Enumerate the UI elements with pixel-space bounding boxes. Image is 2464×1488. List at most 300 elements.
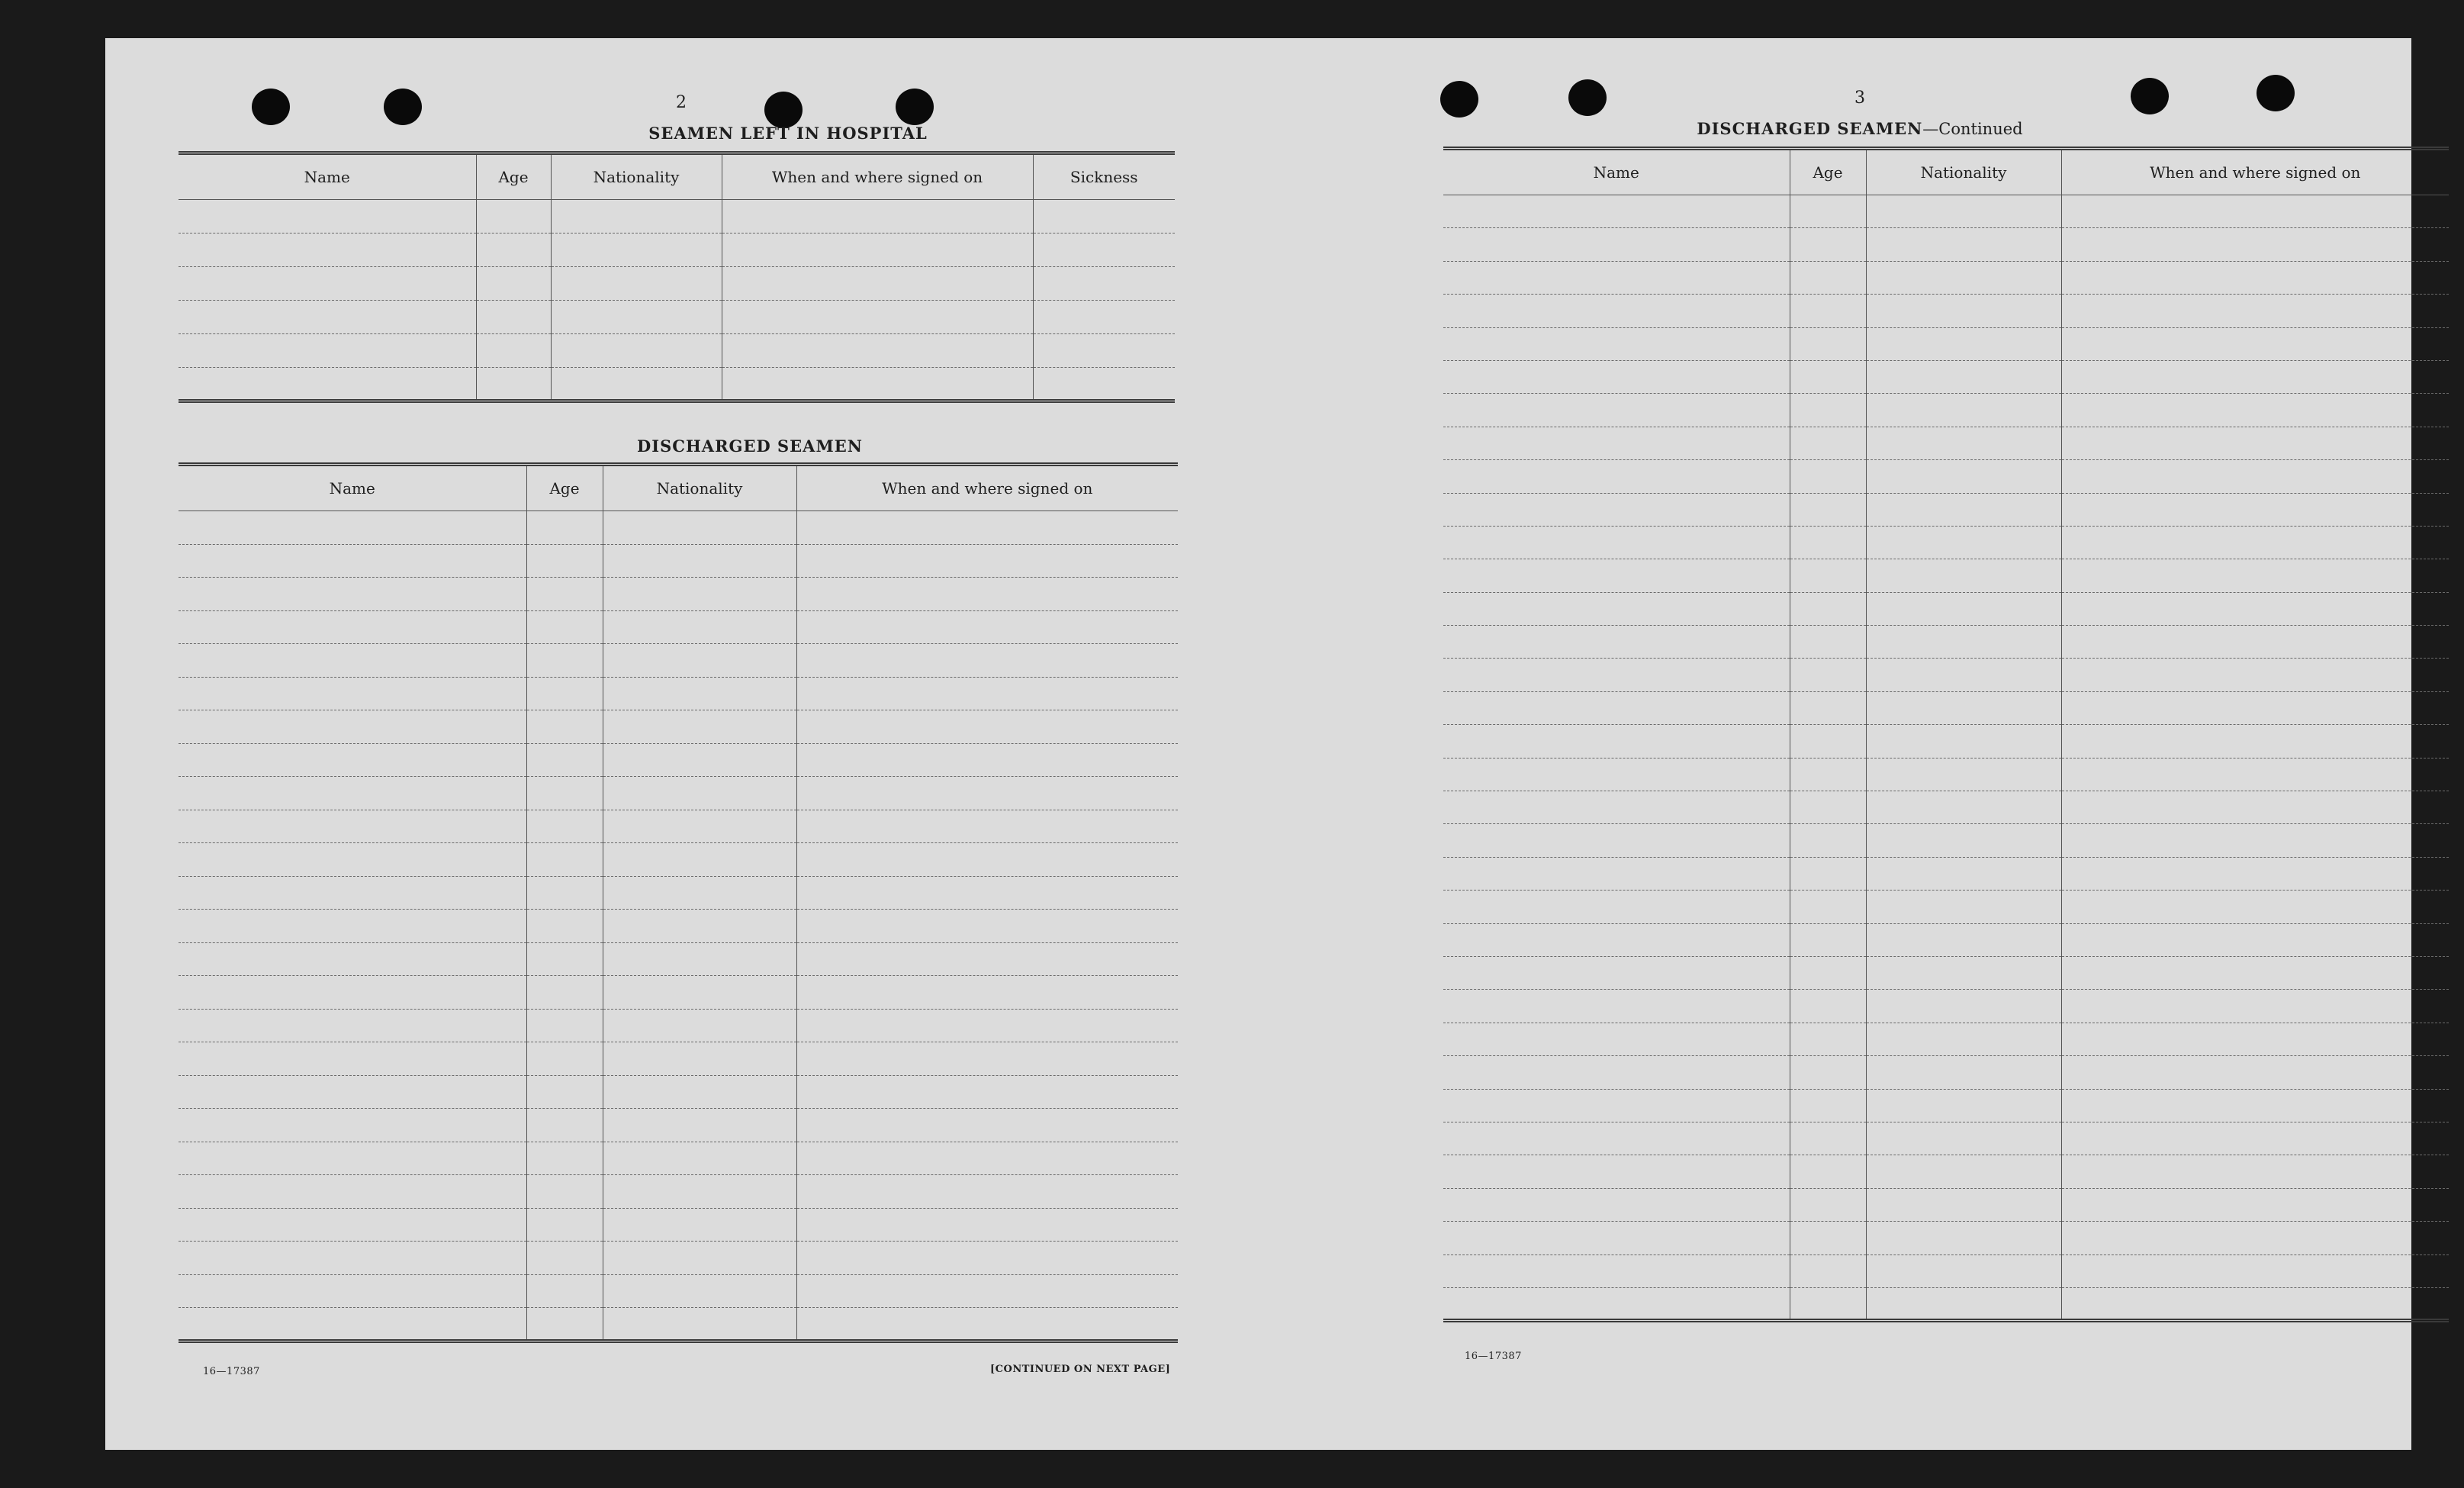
blank-cell [1866,1188,2061,1221]
table-row [179,910,1178,943]
blank-cell [179,1208,526,1242]
blank-cell [179,843,526,877]
blank-cell [1866,427,2061,459]
table-row [179,843,1178,877]
blank-cell [1790,791,1866,824]
table-row [179,777,1178,810]
punch-hole [896,89,934,125]
page-number: 3 [1854,89,1865,108]
blank-cell [1443,824,1790,857]
blank-cell [1443,460,1790,493]
blank-cell [179,1009,526,1042]
blank-cell [2061,956,2449,989]
blank-cell [1790,195,1866,228]
blank-cell [1790,1056,1866,1089]
blank-cell [796,644,1178,678]
blank-cell [2061,824,2449,857]
table-row [1443,691,2449,724]
blank-cell [1866,1222,2061,1254]
blank-cell [603,1109,796,1142]
blank-cell [603,1009,796,1042]
table-row [179,1009,1178,1042]
blank-cell [1866,1089,2061,1122]
blank-cell [1443,1254,1790,1287]
blank-cell [796,843,1178,877]
punch-hole [2131,78,2169,114]
blank-cell [1790,1122,1866,1155]
blank-cell [603,1042,796,1076]
blank-cell [179,234,476,267]
blank-cell [603,942,796,976]
blank-cell [1866,592,2061,625]
blank-cell [526,910,603,943]
blank-cell [526,1109,603,1142]
table-header-row [1443,149,2449,195]
blank-cell [1790,559,1866,592]
blank-cell [796,876,1178,910]
blank-cell [1443,691,1790,724]
punch-hole [384,89,422,125]
blank-cell [796,677,1178,710]
table-row [1443,758,2449,791]
blank-cell [1866,460,2061,493]
blank-cell [1790,460,1866,493]
table-row [1443,791,2449,824]
blank-cell [526,777,603,810]
blank-cell [2061,592,2449,625]
blank-cell [1790,592,1866,625]
table-row [1443,891,2449,923]
blank-cell [1866,1155,2061,1188]
table-row [179,743,1178,777]
blank-cell [796,578,1178,611]
blank-cell [1866,990,2061,1023]
blank-cell [2061,1188,2449,1221]
blank-cell [526,743,603,777]
blank-cell [1866,228,2061,261]
table-row [179,368,1175,401]
blank-cell [179,710,526,744]
blank-cell [1790,1287,1866,1320]
blank-cell [1866,195,2061,228]
blank-cell [179,544,526,578]
blank-cell [2061,327,2449,360]
blank-cell [603,610,796,644]
blank-cell [796,1009,1178,1042]
blank-cell [1443,427,1790,459]
blank-cell [526,1009,603,1042]
blank-cell [1790,923,1866,956]
blank-cell [1790,295,1866,327]
discharged-table [179,462,1178,1343]
blank-cell [1866,559,2061,592]
blank-cell [603,1242,796,1275]
column-header-name: Name [179,153,476,200]
blank-cell [1443,1287,1790,1320]
blank-cell [603,710,796,744]
blank-cell [603,644,796,678]
blank-cell [796,910,1178,943]
blank-cell [603,1142,796,1175]
blank-cell [526,810,603,843]
blank-cell [1866,526,2061,559]
blank-cell [603,777,796,810]
blank-cell [2061,758,2449,791]
blank-cell [1443,1056,1790,1089]
blank-cell [476,368,551,401]
table-row [1443,460,2449,493]
blank-cell [722,200,1033,234]
blank-cell [179,976,526,1010]
table-row [1443,295,2449,327]
blank-cell [1866,659,2061,691]
blank-cell [1866,360,2061,393]
blank-cell [1790,824,1866,857]
blank-cell [1866,394,2061,427]
blank-cell [796,1308,1178,1341]
blank-cell [2061,1089,2449,1122]
blank-cell [603,843,796,877]
table-row [179,200,1175,234]
blank-cell [179,910,526,943]
blank-cell [2061,261,2449,294]
discharged-continued-section-title [1669,119,2051,138]
table-row [1443,824,2449,857]
blank-cell [526,511,603,545]
blank-cell [2061,1222,2449,1254]
blank-cell [526,710,603,744]
blank-cell [551,301,722,334]
table-row [1443,1155,2449,1188]
blank-cell [1443,990,1790,1023]
blank-cell [603,544,796,578]
column-header-age: Age [476,153,551,200]
table-row [1443,1188,2449,1221]
blank-cell [1866,891,2061,923]
table-row [179,1042,1178,1076]
blank-cell [1790,758,1866,791]
table-row [179,1109,1178,1142]
column-header-nationality: Nationality [1866,149,2061,195]
column-header-age: Age [526,465,603,511]
blank-cell [1443,295,1790,327]
table-row [179,976,1178,1010]
blank-cell [526,578,603,611]
blank-cell [796,942,1178,976]
blank-cell [476,301,551,334]
blank-cell [526,1142,603,1175]
blank-cell [179,677,526,710]
blank-cell [1790,1089,1866,1122]
blank-cell [526,942,603,976]
table-row [179,810,1178,843]
blank-cell [1866,1254,2061,1287]
table-row [1443,1056,2449,1089]
blank-cell [1443,1222,1790,1254]
form-code: 16—17387 [1465,1351,1522,1362]
blank-cell [796,544,1178,578]
blank-cell [1790,891,1866,923]
blank-cell [179,1175,526,1209]
blank-cell [603,578,796,611]
blank-cell [476,200,551,234]
blank-cell [1790,1155,1866,1188]
blank-cell [603,976,796,1010]
blank-cell [603,910,796,943]
blank-cell [796,1242,1178,1275]
blank-cell [2061,427,2449,459]
table-row [179,876,1178,910]
blank-cell [526,544,603,578]
blank-cell [1443,360,1790,393]
blank-cell [2061,791,2449,824]
punch-hole [1568,79,1607,116]
blank-cell [551,267,722,301]
blank-cell [796,777,1178,810]
blank-cell [796,1142,1178,1175]
blank-cell [603,1308,796,1341]
blank-cell [1443,758,1790,791]
blank-cell [2061,493,2449,526]
blank-cell [1443,725,1790,758]
continued-note: [CONTINUED ON NEXT PAGE] [990,1364,1171,1375]
blank-cell [179,200,476,234]
table-row [1443,195,2449,228]
blank-cell [526,1075,603,1109]
blank-cell [526,1175,603,1209]
blank-cell [526,1308,603,1341]
blank-cell [1866,1122,2061,1155]
table-row [1443,261,2449,294]
blank-cell [1443,261,1790,294]
blank-cell [1866,758,2061,791]
table-row [1443,956,2449,989]
table-row [1443,1122,2449,1155]
blank-cell [1790,1188,1866,1221]
blank-cell [1443,195,1790,228]
blank-cell [526,1242,603,1275]
punch-hole [1440,81,1478,118]
blank-cell [179,1042,526,1076]
column-header-when-and-where-signed-on: When and where signed on [722,153,1033,200]
column-header-sickness: Sickness [1033,153,1175,200]
blank-cell [551,368,722,401]
blank-cell [179,743,526,777]
blank-cell [179,1142,526,1175]
table-row [179,710,1178,744]
column-header-nationality: Nationality [551,153,722,200]
blank-cell [1443,1122,1790,1155]
table-row [179,1175,1178,1209]
blank-cell [2061,1023,2449,1055]
blank-cell [179,942,526,976]
table-row [179,578,1178,611]
blank-cell [1443,592,1790,625]
blank-cell [179,511,526,545]
blank-cell [1443,659,1790,691]
blank-cell [551,234,722,267]
punch-hole [2257,75,2295,111]
table-row [1443,659,2449,691]
table-row [1443,626,2449,659]
table-row [1443,857,2449,890]
blank-cell [1790,1222,1866,1254]
blank-cell [526,677,603,710]
blank-cell [526,876,603,910]
blank-cell [796,1109,1178,1142]
blank-cell [1790,990,1866,1023]
blank-cell [1866,295,2061,327]
blank-cell [722,234,1033,267]
blank-cell [1866,493,2061,526]
blank-cell [722,301,1033,334]
table-row [179,334,1175,368]
blank-cell [526,843,603,877]
blank-cell [526,1042,603,1076]
table-row [179,942,1178,976]
blank-cell [1790,626,1866,659]
table-row [1443,394,2449,427]
table-row [1443,990,2449,1023]
page-number: 2 [676,93,687,112]
table-row [1443,592,2449,625]
blank-cell [526,644,603,678]
column-header-when-and-where-signed-on: When and where signed on [796,465,1178,511]
blank-cell [1443,394,1790,427]
blank-cell [179,1308,526,1341]
blank-cell [1866,923,2061,956]
blank-cell [796,710,1178,744]
blank-cell [551,334,722,368]
table-row [1443,1222,2449,1254]
blank-cell [1866,1287,2061,1320]
table-row [1443,1287,2449,1320]
blank-cell [1866,1056,2061,1089]
blank-cell [179,301,476,334]
blank-cell [1033,301,1175,334]
discharged-continued-table [1443,147,2449,1322]
blank-cell [796,511,1178,545]
blank-cell [2061,626,2449,659]
table-row [179,1274,1178,1308]
blank-cell [1790,857,1866,890]
blank-cell [1790,1254,1866,1287]
blank-cell [179,578,526,611]
blank-cell [2061,659,2449,691]
table-row [179,1242,1178,1275]
blank-cell [1790,228,1866,261]
blank-cell [796,1075,1178,1109]
blank-cell [2061,526,2449,559]
blank-cell [1033,267,1175,301]
blank-cell [1443,493,1790,526]
blank-cell [2061,1155,2449,1188]
table-row [1443,725,2449,758]
table-header-row [179,153,1175,200]
table-row [179,544,1178,578]
blank-cell [1443,228,1790,261]
blank-cell [1443,791,1790,824]
blank-cell [1866,956,2061,989]
blank-cell [1443,526,1790,559]
blank-cell [1790,526,1866,559]
blank-cell [2061,1122,2449,1155]
column-header-name: Name [179,465,526,511]
table-row [1443,427,2449,459]
blank-cell [179,644,526,678]
blank-cell [1790,427,1866,459]
left-page [105,38,1265,1450]
blank-cell [603,876,796,910]
section-title-suffix: —Continued [1922,120,2023,138]
blank-cell [1866,824,2061,857]
right-page [1265,38,2411,1450]
blank-cell [2061,857,2449,890]
blank-cell [1790,493,1866,526]
table-row [179,234,1175,267]
blank-cell [1033,368,1175,401]
blank-cell [1866,791,2061,824]
blank-cell [179,777,526,810]
blank-cell [796,1175,1178,1209]
blank-cell [526,976,603,1010]
blank-cell [1790,659,1866,691]
table-row [179,511,1178,545]
table-row [1443,923,2449,956]
blank-cell [2061,1287,2449,1320]
blank-cell [603,677,796,710]
blank-cell [526,610,603,644]
blank-cell [1790,956,1866,989]
blank-cell [1866,1023,2061,1055]
blank-cell [179,810,526,843]
column-header-name: Name [1443,149,1790,195]
table-row [1443,327,2449,360]
blank-cell [603,1208,796,1242]
column-header-when-and-where-signed-on: When and where signed on [2061,149,2449,195]
blank-cell [1866,327,2061,360]
blank-cell [1033,334,1175,368]
blank-cell [526,1208,603,1242]
blank-cell [2061,1056,2449,1089]
blank-cell [476,267,551,301]
table-row [1443,360,2449,393]
blank-cell [179,368,476,401]
blank-cell [179,334,476,368]
table-row [179,644,1178,678]
blank-cell [603,810,796,843]
hospital-table [179,151,1175,403]
hospital-section-title: SEAMEN LEFT IN HOSPITAL [648,124,928,143]
blank-cell [526,1274,603,1308]
table-row [179,1075,1178,1109]
table-row [1443,559,2449,592]
blank-cell [2061,923,2449,956]
form-sheet [105,38,2411,1450]
blank-cell [796,1208,1178,1242]
blank-cell [2061,691,2449,724]
section-title-main: DISCHARGED SEAMEN [1697,119,1923,138]
blank-cell [1443,327,1790,360]
blank-cell [796,1274,1178,1308]
blank-cell [476,234,551,267]
blank-cell [1866,691,2061,724]
blank-cell [2061,295,2449,327]
blank-cell [1866,857,2061,890]
table-row [179,1142,1178,1175]
punch-hole [252,89,290,125]
blank-cell [603,511,796,545]
